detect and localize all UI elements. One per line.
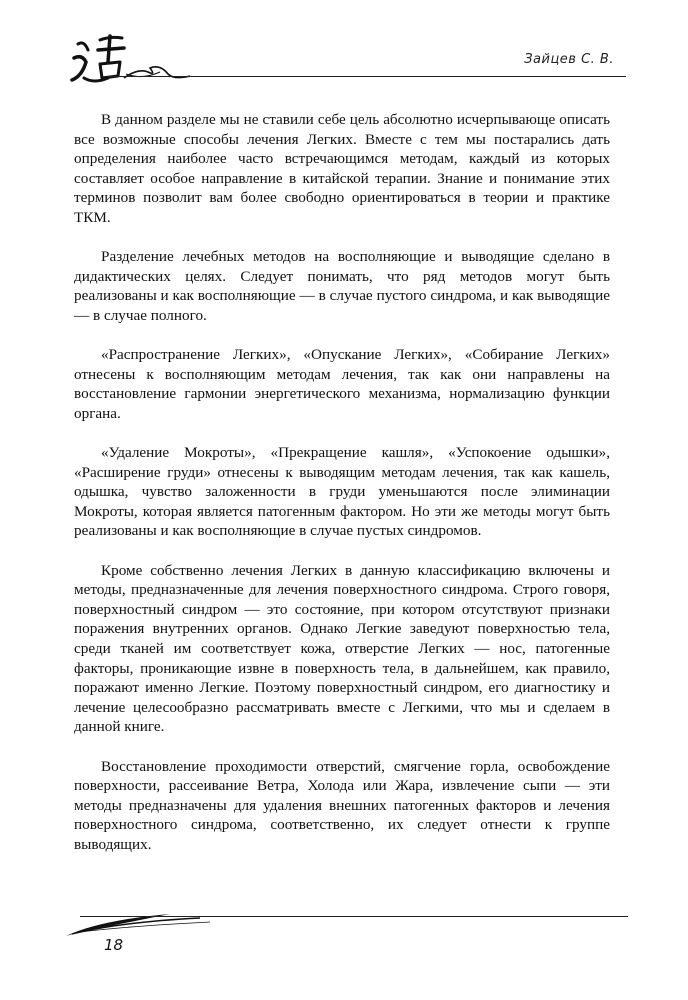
paragraph-5: Кроме собственно лечения Легких в данную классификацию включены и методы, предназначенные для лечения поверхностного синдрома. Строго говоря, поверхностный синдром — это состояние, при котором отсутствуют признаки поражения внутренних органов. Однако Легкие заведуют поверхностью тела, среди тканей им соответствует кожа, отверстие Легких — нос, патогенные факторы, проникающие извне в поверхность тела, в дальнейшем, как правило, поражают именно Легкие. Поэтому поверхностный синдром, его диагностику и лечение целесообразно рассматривать вместе с Легкими, что мы и сделаем в данной книге. [74, 561, 610, 736]
main-text [74, 110, 610, 874]
paragraph-1: В данном разделе мы не ставили себе цель абсолютно исчерпывающе описать все возможные способы лечения Легких. Вместе с тем мы постарались дать определения наиболее часто встречающимся методам, каждый из которых составляет особое направление в китайской терапии. Знание и понимание этих терминов позволит вам более свободно ориентироваться в теории и практике ТКМ. [74, 111, 610, 226]
paragraph-6: Восстановление проходимости отверстий, смягчение горла, освобождение поверхности, рассеивание Ветра, Холода или Жара, извлечение сыпи — эти методы предназначены для удаления внешних патогенных факторов и лечения поверхностного синдрома, соответственно, их следует отнести к группе выводящих. [74, 757, 610, 853]
page-number: 18 [104, 936, 124, 954]
running-head-author: Зайцев С. В. [524, 52, 614, 67]
footer-brush-stroke [60, 906, 260, 946]
header-rule [108, 76, 626, 77]
paragraph-3: «Распространение Легких», «Опускание Легких», «Собирание Легких» отнесены к восполняющим методам лечения, так как они направлены на восстановление гармонии энергетического механизма, нормализацию функции органа. [74, 346, 610, 422]
calligraphy-logo [64, 28, 194, 98]
footer-rule [80, 916, 628, 917]
paragraph-4: «Удаление Мокроты», «Прекращение кашля», «Успокоение одышки», «Расширение груди» отнесены к выводящим методам лечения, так как кашель, одышка, чувство заложенности в груди уменьшаются после элиминации Мокроты, которая является патогенным фактором. Но эти же методы могут быть реализованы и как восполняющие в случае пустых синдромов. [74, 444, 610, 540]
paragraph-2: Разделение лечебных методов на восполняющие и выводящие сделано в дидактических целях. Следует понимать, что ряд методов могут быть реализованы и как восполняющие — в случае пустого синдрома, и как выводящие — в случае полного. [74, 248, 610, 324]
